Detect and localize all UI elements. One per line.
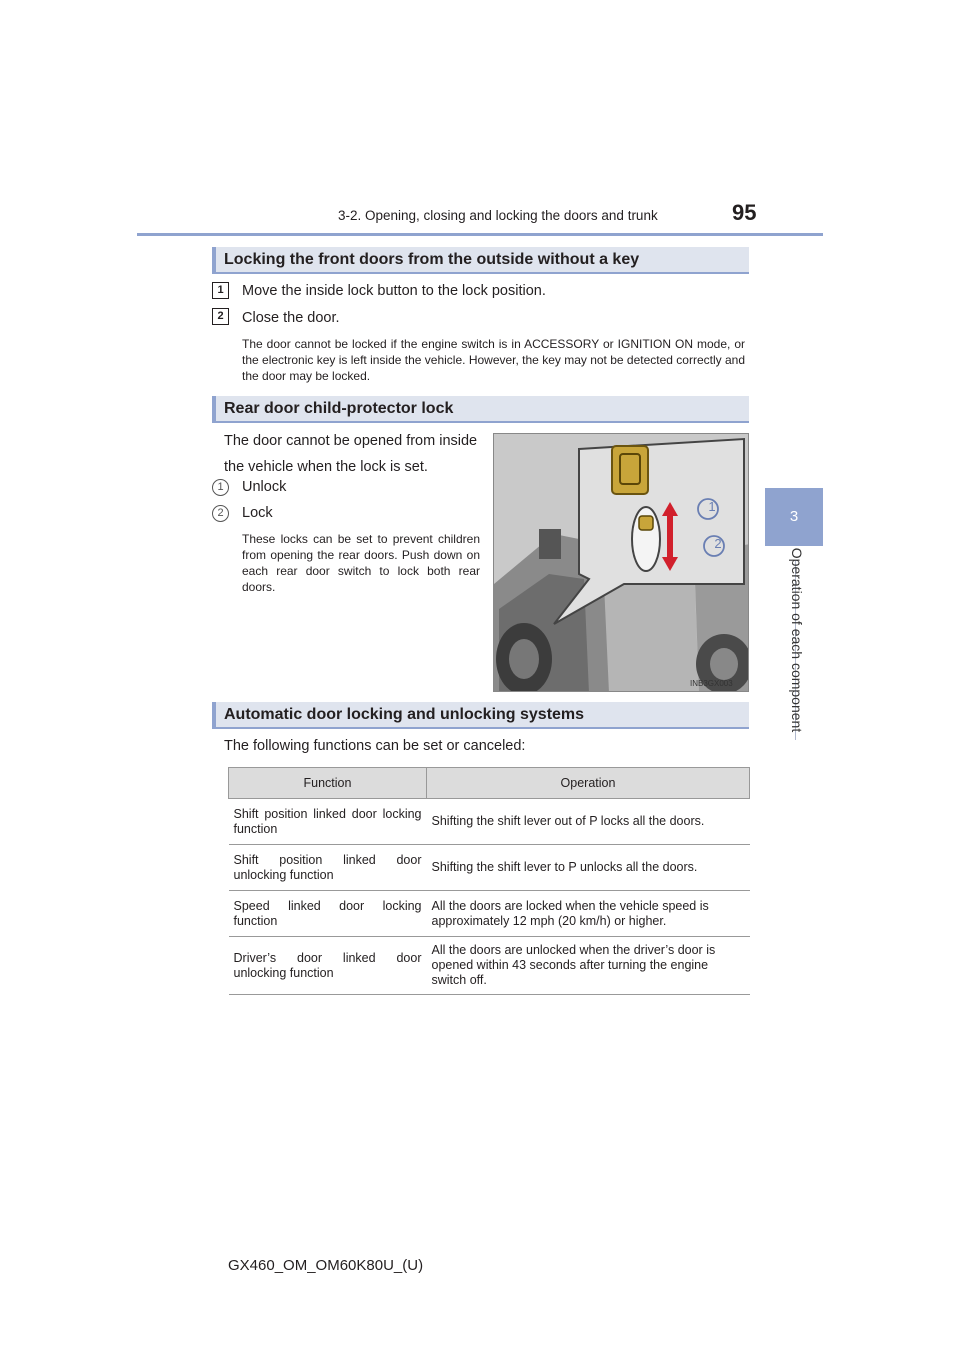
- section-heading: Rear door child-protector lock: [224, 400, 454, 417]
- section-heading-bar: [212, 247, 749, 274]
- intro-text: The door cannot be opened from inside the vehicle when the lock is set.: [224, 433, 478, 475]
- table-cell: All the doors are locked when the vehicle speed is approximately 12 mph (20 km/h) or higher.: [427, 891, 750, 937]
- document-code: GX460_OM_OM60K80U_(U): [228, 1257, 424, 1274]
- item-text: Lock: [242, 505, 273, 521]
- table-row: [229, 799, 750, 845]
- table-cell: Speed linked door locking function: [229, 891, 427, 937]
- table-header: Operation: [427, 768, 750, 799]
- child-lock-illustration: [493, 433, 749, 692]
- note-text: These locks can be set to prevent children from opening the rear doors. Push down on each rear door switch to lock both rear doors.: [242, 532, 480, 594]
- callout-badge: 1: [212, 479, 229, 496]
- door-drawing: [494, 434, 749, 692]
- table-row: [229, 845, 750, 891]
- step-text: Move the inside lock button to the lock position.: [242, 283, 546, 299]
- step-text: Close the door.: [242, 310, 340, 326]
- table-cell: Shifting the shift lever out of P locks all the doors.: [427, 799, 750, 845]
- item-text: Unlock: [242, 479, 287, 495]
- table-cell: All the doors are unlocked when the driver’s door is opened within 43 seconds after turning the engine switch off.: [427, 937, 750, 995]
- section-title: 3-2. Opening, closing and locking the doors and trunk: [338, 208, 658, 223]
- table-cell: Driver’s door linked door unlocking function: [229, 937, 427, 995]
- callout-number: 2: [714, 536, 722, 551]
- section-heading-bar: [212, 396, 749, 423]
- chapter-label: Operation of each component: [789, 547, 805, 733]
- table-cell: Shift position linked door unlocking function: [229, 845, 427, 891]
- header-rule: [137, 233, 823, 236]
- illustration-code: INB3GX003: [690, 679, 733, 688]
- step-badge: 1: [212, 282, 229, 299]
- callout-badge: 2: [212, 505, 229, 522]
- section-heading: Automatic door locking and unlocking systems: [224, 706, 585, 723]
- intro-text: The following functions can be set or canceled:: [224, 738, 526, 754]
- section-heading-bar: [212, 702, 749, 729]
- step-badge: 2: [212, 308, 229, 325]
- note-text: The door cannot be locked if the engine switch is in ACCESSORY or IGNITION ON mode, or the electronic key is left inside the vehicle. However, the key may not be detected correctly and the door may be locked.: [242, 337, 745, 383]
- table-header: Function: [229, 768, 427, 799]
- functions-table: [228, 767, 750, 995]
- page-number: 95: [732, 200, 757, 225]
- chapter-tab: 3: [765, 488, 823, 546]
- table-cell: Shifting the shift lever to P unlocks all the doors.: [427, 845, 750, 891]
- table-cell: Shift position linked door locking function: [229, 799, 427, 845]
- callout-number: 1: [708, 499, 716, 514]
- table-row: [229, 891, 750, 937]
- table-row: [229, 937, 750, 995]
- section-heading: Locking the front doors from the outside without a key: [224, 251, 640, 268]
